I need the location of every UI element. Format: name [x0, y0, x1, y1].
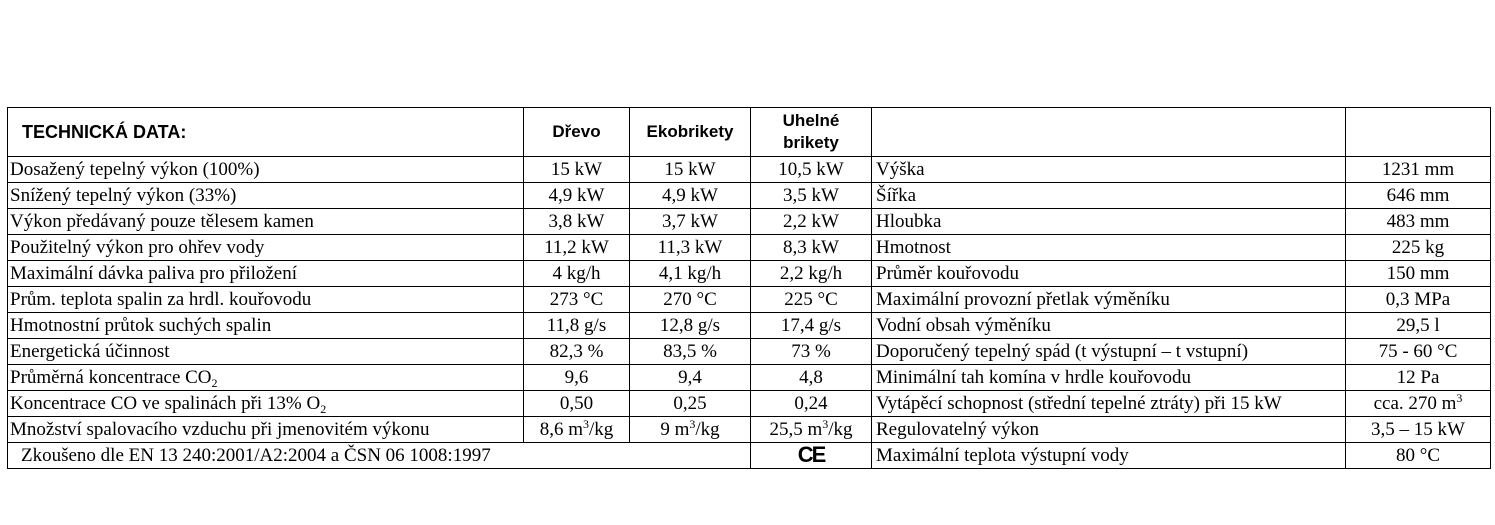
parameter-label: Vodní obsah výměníku	[872, 313, 1346, 339]
value-ecobriquettes-main: 9 m	[660, 418, 690, 440]
row-label-subscript: 2	[320, 401, 327, 416]
row-label: Výkon předávaný pouze tělesem kamen	[8, 209, 524, 235]
value-ecobriquettes: 15 kW	[630, 157, 751, 183]
parameter-label: Maximální teplota výstupní vody	[872, 443, 1346, 469]
row-label-main: Průměrná koncentrace CO	[10, 366, 212, 388]
table-row	[8, 287, 1491, 313]
value-wood-tail: /kg	[589, 418, 614, 440]
value-wood: 82,3 %	[524, 339, 630, 365]
value-wood-superscript: 3	[583, 416, 589, 431]
parameter-label: Průměr kouřovodu	[872, 261, 1346, 287]
parameter-value-main: cca. 270 m	[1373, 392, 1457, 414]
row-label-main: Koncentrace CO ve spalinách při 13% O	[10, 392, 321, 414]
row-label: Maximální dávka paliva pro přiložení	[8, 261, 524, 287]
row-label: Dosažený tepelný výkon (100%)	[8, 157, 524, 183]
value-coal-briquettes: 17,4 g/s	[751, 313, 872, 339]
value-ecobriquettes: 9,4	[630, 365, 751, 391]
column-header-value	[1346, 108, 1491, 157]
parameter-label: Maximální provozní přetlak výměníku	[872, 287, 1346, 313]
row-label: Hmotnostní průtok suchých spalin	[8, 313, 524, 339]
value-wood	[524, 417, 630, 443]
value-ecobriquettes: 12,8 g/s	[630, 313, 751, 339]
parameter-label: Šířka	[872, 183, 1346, 209]
parameter-value: 80 °C	[1346, 443, 1491, 469]
value-coal-briquettes: 73 %	[751, 339, 872, 365]
ce-mark-icon: CE	[797, 442, 825, 467]
value-ecobriquettes: 83,5 %	[630, 339, 751, 365]
parameter-label: Vytápěcí schopnost (střední tepelné ztráty) při 15 kW	[872, 391, 1346, 417]
parameter-value: 150 mm	[1346, 261, 1491, 287]
row-label	[8, 391, 524, 417]
column-header-coal-briquettes	[751, 108, 872, 157]
parameter-value: 0,3 MPa	[1346, 287, 1491, 313]
value-coal-briquettes-superscript: 3	[822, 416, 829, 431]
value-wood: 0,50	[524, 391, 630, 417]
table-row	[8, 339, 1491, 365]
parameter-value: 12 Pa	[1346, 365, 1491, 391]
table-row	[8, 157, 1491, 183]
parameter-label: Hmotnost	[872, 235, 1346, 261]
value-wood: 4,9 kW	[524, 183, 630, 209]
row-label: Prům. teplota spalin za hrdl. kouřovodu	[8, 287, 524, 313]
footer-row	[8, 443, 1491, 469]
table-row	[8, 391, 1491, 417]
parameter-label: Regulovatelný výkon	[872, 417, 1346, 443]
parameter-value: 3,5 – 15 kW	[1346, 417, 1491, 443]
table-row	[8, 183, 1491, 209]
parameter-value: 1231 mm	[1346, 157, 1491, 183]
parameter-value: 225 kg	[1346, 235, 1491, 261]
ce-mark-cell	[751, 443, 872, 469]
parameter-value: 75 - 60 °C	[1346, 339, 1491, 365]
value-coal-briquettes: 2,2 kg/h	[751, 261, 872, 287]
value-wood: 9,6	[524, 365, 630, 391]
column-header-wood: Dřevo	[524, 108, 630, 157]
value-coal-briquettes: 8,3 kW	[751, 235, 872, 261]
value-coal-briquettes: 2,2 kW	[751, 209, 872, 235]
value-ecobriquettes-tail: /kg	[695, 418, 720, 440]
value-ecobriquettes-superscript: 3	[689, 416, 696, 431]
value-wood: 11,2 kW	[524, 235, 630, 261]
table-row	[8, 261, 1491, 287]
value-coal-briquettes-main: 25,5 m	[769, 418, 823, 440]
value-ecobriquettes: 270 °C	[630, 287, 751, 313]
value-coal-briquettes: 3,5 kW	[751, 183, 872, 209]
value-coal-briquettes	[751, 417, 872, 443]
table-header-row	[8, 108, 1491, 157]
table-row	[8, 313, 1491, 339]
table-row	[8, 209, 1491, 235]
column-header-ecobriquettes: Ekobrikety	[630, 108, 751, 157]
value-wood-main: 8,6 m	[539, 418, 583, 440]
parameter-value-superscript: 3	[1456, 390, 1463, 405]
value-ecobriquettes: 4,9 kW	[630, 183, 751, 209]
value-coal-briquettes-tail: /kg	[828, 418, 853, 440]
value-ecobriquettes: 3,7 kW	[630, 209, 751, 235]
row-label	[8, 365, 524, 391]
column-header-parameter	[872, 108, 1346, 157]
test-standard-note: Zkoušeno dle EN 13 240:2001/A2:2004 a ČSN 06 1008:1997	[8, 443, 751, 469]
value-ecobriquettes: 0,25	[630, 391, 751, 417]
value-ecobriquettes	[630, 417, 751, 443]
value-coal-briquettes: 225 °C	[751, 287, 872, 313]
parameter-value: 646 mm	[1346, 183, 1491, 209]
parameter-value	[1346, 391, 1491, 417]
value-coal-briquettes: 0,24	[751, 391, 872, 417]
value-ecobriquettes: 4,1 kg/h	[630, 261, 751, 287]
row-label-subscript: 2	[211, 375, 218, 390]
table-row	[8, 235, 1491, 261]
parameter-value: 483 mm	[1346, 209, 1491, 235]
column-header-coal-line1: Uhelné	[782, 111, 840, 130]
parameter-label: Minimální tah komína v hrdle kouřovodu	[872, 365, 1346, 391]
value-wood: 4 kg/h	[524, 261, 630, 287]
row-label: Použitelný výkon pro ohřev vody	[8, 235, 524, 261]
value-wood: 15 kW	[524, 157, 630, 183]
parameter-label: Výška	[872, 157, 1346, 183]
parameter-label: Hloubka	[872, 209, 1346, 235]
value-wood: 11,8 g/s	[524, 313, 630, 339]
row-label: Energetická účinnost	[8, 339, 524, 365]
table-title: TECHNICKÁ DATA:	[8, 108, 524, 157]
value-coal-briquettes: 10,5 kW	[751, 157, 872, 183]
row-label: Množství spalovacího vzduchu při jmenovitém výkonu	[8, 417, 524, 443]
value-coal-briquettes: 4,8	[751, 365, 872, 391]
value-wood: 3,8 kW	[524, 209, 630, 235]
table-row	[8, 365, 1491, 391]
parameter-label: Doporučený tepelný spád (t výstupní – t vstupní)	[872, 339, 1346, 365]
value-wood: 273 °C	[524, 287, 630, 313]
column-header-coal-line2: brikety	[783, 133, 839, 152]
parameter-value: 29,5 l	[1346, 313, 1491, 339]
table-row	[8, 417, 1491, 443]
technical-data-table	[7, 107, 1491, 469]
row-label: Snížený tepelný výkon (33%)	[8, 183, 524, 209]
value-ecobriquettes: 11,3 kW	[630, 235, 751, 261]
